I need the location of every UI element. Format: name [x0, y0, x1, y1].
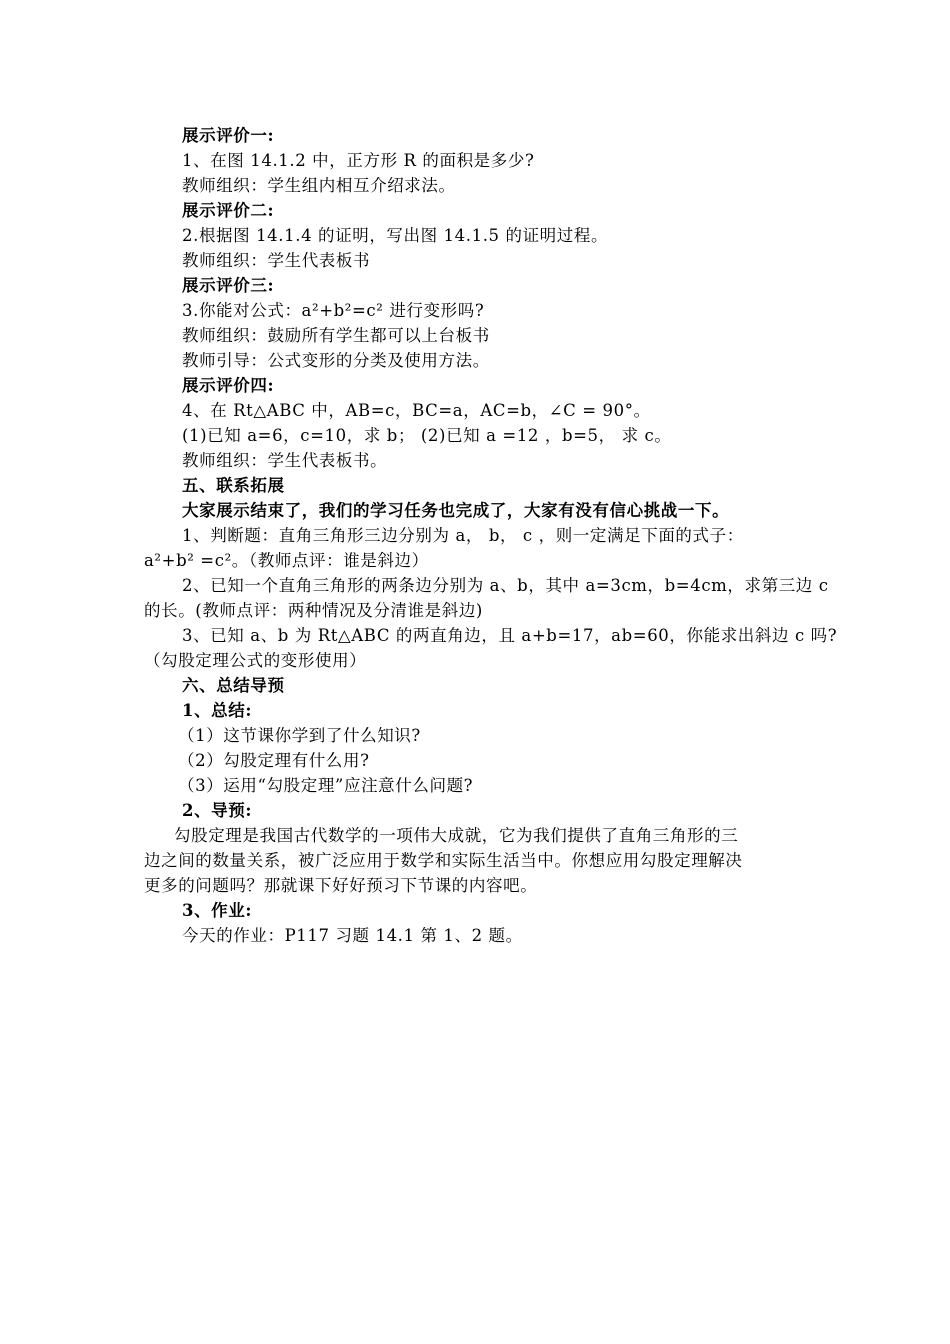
teacher-note-1: 教师组织：学生组内相互介绍求法。 [182, 176, 456, 195]
preview-paragraph-line-1: 勾股定理是我国古代数学的一项伟大成就，它为我们提供了直角三角形的三 [174, 826, 739, 845]
heading-evaluation-3: 展示评价三: [182, 276, 275, 295]
preview-heading: 2、导预: [182, 801, 253, 820]
summary-item-3: （3）运用“勾股定理”应注意什么问题? [178, 776, 474, 795]
teacher-note-3a: 教师组织：鼓励所有学生都可以上台板书 [182, 326, 490, 345]
exercise-1-line-2: a²+b² =c²。（教师点评：谁是斜边） [144, 551, 429, 570]
question-4-parts: (1)已知 a=6，c=10，求 b； (2)已知 a =12 ，b=5， 求 c。 [182, 426, 672, 445]
exercise-3-line-2: （勾股定理公式的变形使用） [144, 651, 367, 670]
question-1: 1、在图 14.1.2 中，正方形 R 的面积是多少? [182, 151, 535, 170]
summary-item-1: （1）这节课你学到了什么知识? [178, 726, 421, 745]
teacher-note-2: 教师组织：学生代表板书 [182, 251, 371, 270]
section-5-heading: 五、联系拓展 [182, 476, 285, 495]
heading-evaluation-4: 展示评价四: [182, 376, 275, 395]
question-4: 4、在 Rt△ABC 中，AB=c，BC=a，AC=b，∠C = 90°。 [182, 401, 651, 420]
homework-text: 今天的作业：P117 习题 14.1 第 1、2 题。 [182, 926, 523, 945]
heading-evaluation-1: 展示评价一: [182, 126, 275, 145]
exercise-2-line-2: 的长。(教师点评：两种情况及分清谁是斜边) [144, 601, 483, 620]
exercise-2-line-1: 2、已知一个直角三角形的两条边分别为 a、b，其中 a=3cm，b=4cm，求第三边 c [182, 576, 829, 595]
summary-item-2: （2）勾股定理有什么用? [178, 751, 370, 770]
question-2: 2.根据图 14.1.4 的证明，写出图 14.1.5 的证明过程。 [182, 226, 609, 245]
section-6-heading: 六、总结导预 [182, 676, 285, 695]
teacher-note-4: 教师组织：学生代表板书。 [182, 451, 388, 470]
preview-paragraph-line-2: 边之间的数量关系，被广泛应用于数学和实际生活当中。你想应用勾股定理解决 [144, 851, 743, 870]
question-3: 3.你能对公式：a²+b²=c² 进行变形吗? [182, 301, 485, 320]
heading-evaluation-2: 展示评价二: [182, 201, 275, 220]
preview-paragraph-line-3: 更多的问题吗？那就课下好好预习下节课的内容吧。 [144, 876, 538, 895]
exercise-3-line-1: 3、已知 a、b 为 Rt△ABC 的两直角边，且 a+b=17，ab=60，你能求出斜边 c 吗? [182, 626, 838, 645]
summary-heading: 1、总结: [182, 701, 253, 720]
homework-heading: 3、作业: [182, 901, 253, 920]
teacher-note-3b: 教师引导：公式变形的分类及使用方法。 [182, 351, 490, 370]
exercise-1-line-1: 1、判断题：直角三角形三边分别为 a， b， c ，则一定满足下面的式子： [182, 526, 744, 545]
section-5-intro: 大家展示结束了，我们的学习任务也完成了，大家有没有信心挑战一下。 [182, 501, 730, 520]
